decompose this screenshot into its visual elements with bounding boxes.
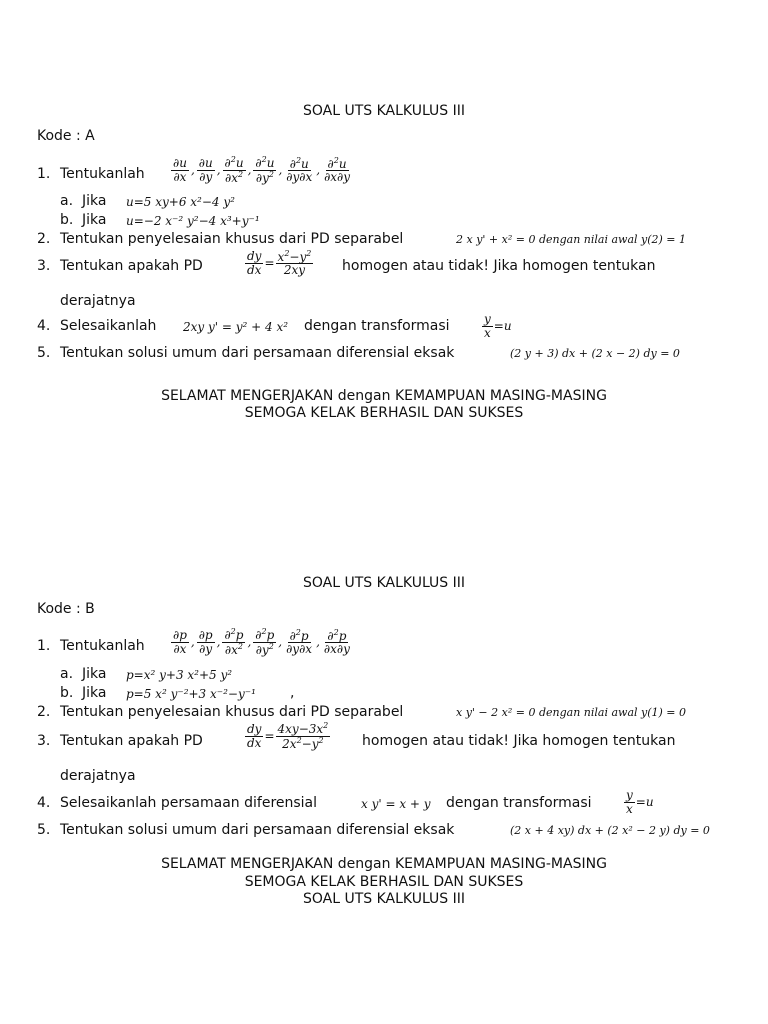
a-item-3-text: Tentukan apakah PD	[60, 258, 203, 274]
b-closing-1: SELAMAT MENGERJAKAN dengan KEMAMPUAN MASING-MASING	[161, 856, 607, 872]
b-item-1b-text: Jika	[82, 685, 107, 701]
b-item-5-num: 5.	[37, 822, 51, 838]
b-item-1b-num: b.	[60, 685, 74, 701]
a-closing-2: SEMOGA KELAK BERHASIL DAN SUKSES	[244, 405, 524, 421]
a-item-3-text2: homogen atau tidak! Jika homogen tentukan	[342, 258, 656, 274]
b-item-1a-num: a.	[60, 666, 74, 682]
b-item-5-formula: (2 x + 4 xy) dx + (2 x² − 2 y) dy = 0	[510, 824, 710, 837]
b-closing-2: SEMOGA KELAK BERHASIL DAN SUKSES	[244, 874, 524, 890]
a-item-5-text: Tentukan solusi umum dari persamaan diferensial eksak	[60, 345, 455, 361]
b-item-1b-formula: p=5 x² y⁻²+3 x⁻²−y⁻¹	[126, 687, 256, 701]
b-item-4-text: Selesaikanlah persamaan diferensial	[60, 795, 318, 811]
a-item-1b-num: b.	[60, 212, 74, 228]
code-b: Kode : B	[37, 601, 95, 617]
a-item-3-ode: $\frac{dy}{dx}$ = $\frac{x^2-y^2}{2xy}$	[247, 248, 312, 278]
title-end: SOAL UTS KALKULUS III	[302, 891, 466, 907]
b-item-4-formula: x y' = x + y	[361, 797, 431, 811]
code-a: Kode : A	[37, 128, 95, 144]
a-item-1a-formula: u=5 xy+6 x²−4 y²	[126, 195, 235, 209]
a-item-5-num: 5.	[37, 345, 51, 361]
a-item-4-num: 4.	[37, 318, 51, 334]
b-item-5-text: Tentukan solusi umum dari persamaan diferensial eksak	[60, 822, 455, 838]
title-a: SOAL UTS KALKULUS III	[302, 103, 466, 119]
a-item-1-text: Tentukanlah	[60, 166, 145, 182]
b-item-3-text3: derajatnya	[60, 768, 136, 784]
a-item-4-formula: 2xy y' = y² + 4 x²	[183, 320, 289, 334]
b-item-3-ode: $\frac{dy}{dx}$ = $\frac{4xy-3x^2}{2x^2-y^2}$	[247, 721, 329, 751]
b-item-3-text: Tentukan apakah PD	[60, 733, 203, 749]
title-b: SOAL UTS KALKULUS III	[302, 575, 466, 591]
a-item-1a-text: Jika	[82, 193, 107, 209]
a-item-3-text3: derajatnya	[60, 293, 136, 309]
b-item-4-num: 4.	[37, 795, 51, 811]
b-item-1b-tail: ,	[290, 685, 295, 701]
a-closing-1: SELAMAT MENGERJAKAN dengan KEMAMPUAN MASING-MASING	[161, 388, 607, 404]
b-item-1-derivatives: $\frac{\partial p}{\partial x}$ , $\frac{\partial p}{\partial y}$ , $\frac{\partial^2p}{\partial x^2}$ , $\frac{\partial^2p}{\partial y^2}$ , $\frac{\partial^2p}{\partial y\partial x}$ , $\frac{\partial^2p}{\partial x\partial y}$	[173, 627, 350, 657]
a-item-2-text: Tentukan penyelesaian khusus dari PD separabel	[60, 231, 404, 247]
a-item-5-formula: (2 y + 3) dx + (2 x − 2) dy = 0	[510, 347, 680, 360]
b-item-2-num: 2.	[37, 704, 51, 720]
b-item-1a-text: Jika	[82, 666, 107, 682]
a-item-1-derivatives: $\frac{\partial u}{\partial x}$ , $\frac{\partial u}{\partial y}$ , $\frac{\partial^2u}{\partial x^2}$ , $\frac{\partial^2u}{\partial y^2}$ , $\frac{\partial^2u}{\partial y\partial x}$ , $\frac{\partial^2u}{\partial x\partial y}$	[173, 155, 351, 185]
b-item-1-text: Tentukanlah	[60, 638, 145, 654]
b-item-1a-formula: p=x² y+3 x²+5 y²	[126, 668, 233, 682]
a-item-4-text: Selesaikanlah	[60, 318, 157, 334]
a-item-2-num: 2.	[37, 231, 51, 247]
a-item-4-text2: dengan transformasi	[304, 318, 450, 334]
b-item-3-num: 3.	[37, 733, 51, 749]
a-item-3-num: 3.	[37, 258, 51, 274]
b-item-2-text: Tentukan penyelesaian khusus dari PD separabel	[60, 704, 404, 720]
b-item-4-transform: $\frac{y}{x}$ =u	[626, 788, 654, 816]
b-item-1-num: 1.	[37, 638, 51, 654]
a-item-4-transform: $\frac{y}{x}$ =u	[484, 312, 512, 340]
a-item-2-formula: 2 x y' + x² = 0 dengan nilai awal y(2) = 1	[456, 233, 687, 246]
a-item-1b-text: Jika	[82, 212, 107, 228]
b-item-3-text2: homogen atau tidak! Jika homogen tentukan	[362, 733, 676, 749]
b-item-4-text2: dengan transformasi	[446, 795, 592, 811]
a-item-1-num: 1.	[37, 166, 51, 182]
a-item-1a-num: a.	[60, 193, 74, 209]
b-item-2-formula: x y' − 2 x² = 0 dengan nilai awal y(1) = 0	[456, 706, 687, 719]
a-item-1b-formula: u=−2 x⁻² y²−4 x³+y⁻¹	[126, 214, 260, 228]
